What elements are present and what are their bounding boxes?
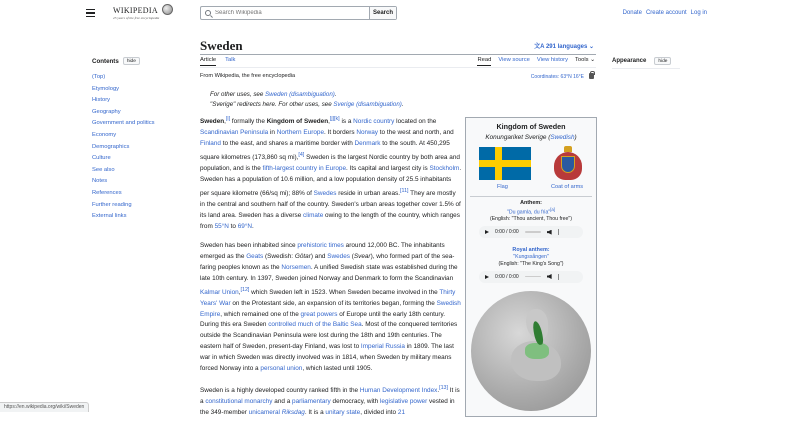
flag-of-sweden-image[interactable]	[479, 147, 531, 180]
create-account-link[interactable]: Create account	[645, 10, 687, 16]
chevron-down-icon: ⌄	[588, 57, 595, 63]
toc-item-government[interactable]: Government and politics	[92, 120, 155, 127]
appearance-hide-button[interactable]: hide	[654, 57, 671, 65]
audio-time: 0:00 / 0:00	[495, 273, 519, 280]
tab-view-source[interactable]: View source	[498, 57, 530, 63]
infobox-title: Kingdom of Sweden	[496, 122, 566, 131]
tools-label: Tools	[574, 57, 589, 63]
lead-paragraph-1: Sweden,[i] formally the Kingdom of Sweden,[j][k] is a Nordic country located on the Scandinavian Peninsula in Northern Europe. It borders Norway to the west and north, and Finland to the east, and shares a maritime border with Denmark to the south. At 450,295 square kilometres (173,860 sq mi),[4] Sweden is the largest Nordic country by both area and population, and is the fifth-largest country in Europe. Its capital and largest city is Stockholm. Sweden has a population of 10.6 million, and a low population density of 25.5 inhabitants per square kilometre (66/sq mi); 88% of Swedes reside in urban areas.[11] They are mostly in the central and southern half of the country. Sweden's urban areas together cover 1.5% of its land area. Sweden has a diverse climate owing to the length of the country, which ranges from 55°N to 69°N.	[200, 116, 462, 230]
search-box[interactable]	[201, 7, 369, 19]
royal-anthem-audio-player	[479, 271, 583, 283]
search-input[interactable]	[215, 10, 355, 16]
tab-view-history[interactable]: View history	[536, 57, 568, 63]
appearance-divider	[612, 68, 680, 69]
toc-item-see-also[interactable]: See also	[92, 166, 115, 173]
lock-icon	[589, 73, 594, 79]
hatnote-disambiguation	[210, 91, 337, 98]
article-body	[200, 114, 462, 428]
flag-caption[interactable]: Flag	[497, 184, 508, 190]
donate-link[interactable]: Donate	[622, 10, 642, 16]
view-tabs	[477, 57, 595, 66]
more-options-icon[interactable]	[558, 229, 560, 235]
appearance-title: Appearance	[612, 58, 647, 64]
title-divider	[200, 54, 596, 55]
tools-menu[interactable]	[575, 57, 595, 66]
play-icon[interactable]	[485, 230, 489, 234]
chevron-down-icon: ⌄	[587, 44, 594, 50]
royal-anthem-link[interactable]: "Kungssången"	[513, 253, 549, 260]
search-button[interactable]: Search	[369, 7, 396, 19]
toc-title: Contents	[92, 57, 119, 65]
toc-item-culture[interactable]: Culture	[92, 155, 111, 162]
hatnote-text: .	[334, 91, 337, 98]
location-map-globe[interactable]	[471, 291, 591, 411]
puzzle-globe-icon	[162, 4, 173, 15]
disambiguation-link[interactable]: Sweden (disambiguation)	[265, 91, 335, 98]
language-count: 291 languages	[545, 44, 588, 50]
anthem-link[interactable]: "Du gamla, du fria"	[507, 209, 551, 216]
lead-paragraph-2: Sweden has been inhabited since prehistoric times around 12,000 BC. The inhabitants emerged as the Geats (Swedish: Götar) and Swedes (Svear), who formed part of the sea-faring peoples known as the Norsemen. A unified Swedish state was established during the late 10th century. In 1397, Sweden joined Norway and Denmark to form the Scandinavian Kalmar Union,[12] which Sweden left in 1523. When Sweden became involved in the Thirty Years' War on the Protestant side, an expansion of its territories began, forming the Swedish Empire, which remained one of the great powers of Europe until the early 18th century. During this era Sweden controlled much of the Baltic Sea. Most of the conquered territories outside the Scandinavian Peninsula were lost during the 18th and 19th centuries. The eastern half of Sweden, present-day Finland, was lost to Imperial Russia in 1809. The last war in which Sweden was directly involved was in 1814, when Sweden by military means forced Norway into a personal union, which lasted until 1905.	[200, 241, 461, 373]
toc-item-external-links[interactable]: External links	[92, 213, 127, 220]
hatnote-text: .	[401, 101, 404, 108]
wikipedia-logo[interactable]	[113, 5, 175, 23]
main-menu-icon[interactable]	[86, 9, 95, 19]
tab-article[interactable]: Article	[200, 57, 216, 66]
hatnote-text: For other uses, see	[210, 91, 266, 98]
royal-anthem-block	[466, 247, 596, 267]
logo-wordmark: WIKIPEDIA	[113, 6, 158, 15]
volume-icon[interactable]	[547, 274, 552, 279]
language-button[interactable]	[534, 41, 594, 50]
search-form	[200, 6, 397, 20]
coa-caption[interactable]: Coat of arms	[551, 184, 584, 190]
tabs-divider	[200, 67, 596, 68]
anthem-label: Anthem:	[520, 200, 542, 206]
royal-anthem-english: (English: "The King's Song")	[498, 260, 564, 267]
infobox-native-name: Konungariket Sverige (Swedish)	[485, 134, 577, 141]
tab-talk[interactable]: Talk	[225, 57, 236, 63]
toc-hide-button[interactable]: hide	[123, 57, 140, 65]
toc-item-etymology[interactable]: Etymology	[92, 85, 120, 92]
infobox-images	[466, 146, 596, 196]
anthem-english: (English: "Thou ancient, Thou free")	[489, 216, 573, 223]
play-icon[interactable]	[485, 275, 489, 279]
coordinates-link[interactable]: Coordinates: 63°N 16°E	[530, 74, 584, 80]
infobox	[465, 117, 597, 417]
toc-item-top[interactable]: (Top)	[92, 74, 106, 80]
page-title: Sweden	[200, 38, 243, 53]
namespace-tabs	[200, 57, 235, 66]
anthem-audio-player	[479, 226, 583, 238]
login-link[interactable]: Log in	[690, 10, 707, 16]
logo-tagline: 25 years of the free encyclopedia	[113, 16, 160, 20]
swedish-language-link[interactable]: Swedish	[550, 134, 575, 141]
more-options-icon[interactable]	[558, 274, 560, 280]
hatnote-text: "Sverige" redirects here. For other uses, see	[210, 101, 334, 108]
toc-item-history[interactable]: History	[92, 97, 111, 104]
coat-of-arms-image[interactable]	[554, 146, 582, 182]
royal-anthem-label[interactable]: Royal anthem:	[512, 247, 550, 254]
lead-paragraph-3: Sweden is a highly developed country ranked fifth in the Human Development Index.[13] It is a constitutional monarchy and a parliamentary democracy, with legislative power vested in the 349-member unicameral Riksdag. It is a unitary state, divided into 21	[200, 385, 460, 417]
audio-seek-bar[interactable]	[525, 276, 541, 278]
sverige-disambiguation-link[interactable]: Sverige (disambiguation)	[333, 101, 402, 108]
site-subtitle: From Wikipedia, the free encyclopedia	[200, 73, 296, 79]
search-icon	[205, 10, 211, 16]
anthem-note[interactable]: [a]	[550, 206, 555, 212]
audio-time: 0:00 / 0:00	[495, 229, 519, 236]
volume-icon[interactable]	[547, 230, 552, 235]
personal-tools	[623, 10, 707, 16]
toc-item-notes[interactable]: Notes	[92, 178, 108, 185]
toc-item-references[interactable]: References	[92, 189, 122, 196]
toc-item-demographics[interactable]: Demographics	[92, 143, 130, 150]
hatnote-redirect	[210, 101, 404, 108]
toc-item-further-reading[interactable]: Further reading	[92, 201, 132, 208]
translate-icon: 文A	[534, 44, 546, 50]
table-of-contents	[92, 57, 172, 223]
infobox-divider	[470, 196, 592, 197]
appearance-panel-header	[612, 57, 671, 65]
anthem-block	[466, 200, 596, 223]
toc-item-geography[interactable]: Geography	[92, 108, 121, 115]
toc-item-economy[interactable]: Economy	[92, 131, 117, 138]
native-name: Konungariket Sverige	[485, 134, 547, 141]
status-bar-url: https://en.wikipedia.org/wiki/Sweden	[0, 402, 89, 412]
audio-seek-bar[interactable]	[525, 231, 541, 233]
tab-read[interactable]: Read	[477, 57, 491, 66]
